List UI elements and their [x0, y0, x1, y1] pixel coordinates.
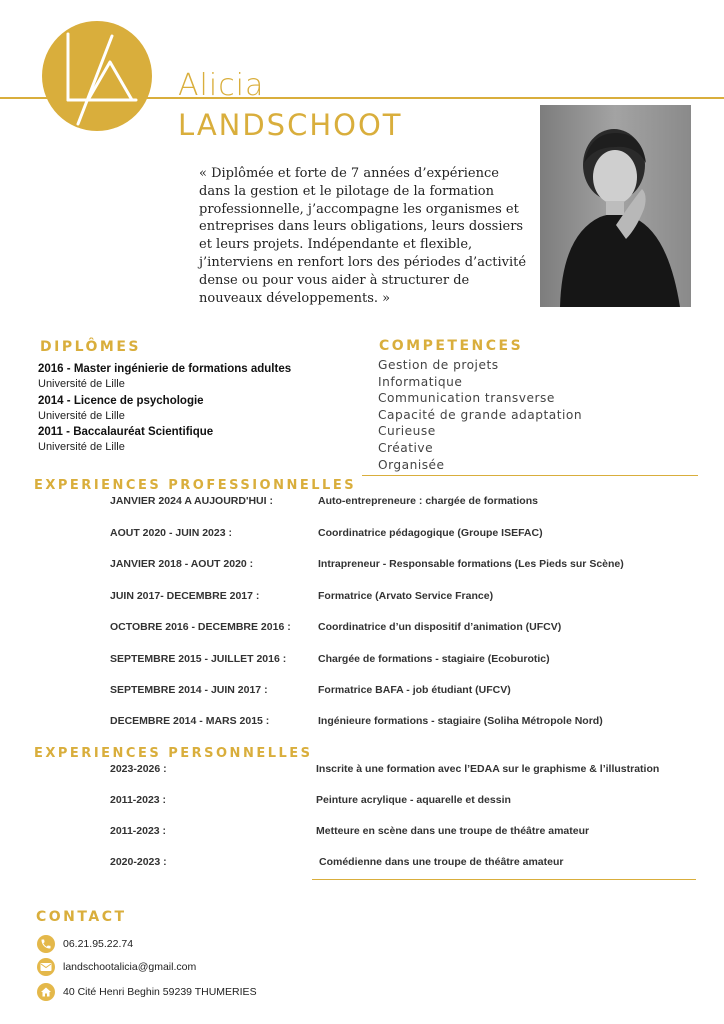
exp-pro-desc: Formatrice (Arvato Service France): [318, 590, 494, 602]
exp-pro-date: AOUT 2020 - JUIN 2023 :: [110, 527, 232, 539]
exp-perso-desc: Comédienne dans une troupe de théâtre amateur: [319, 856, 564, 868]
diplome-item: [38, 393, 338, 425]
exp-pro-date: SEPTEMBRE 2014 - JUIN 2017 :: [110, 684, 268, 696]
contact-address: 40 Cité Henri Beghin 59239 THUMERIES: [63, 986, 257, 998]
exp-perso-desc: Peinture acrylique - aquarelle et dessin: [316, 794, 511, 806]
diplomes-title: DIPLÔMES: [40, 339, 141, 355]
exp-perso-date: 2023-2026 :: [110, 763, 167, 775]
exp-perso-date: 2011-2023 :: [110, 794, 167, 806]
diplome-school: Université de Lille: [38, 378, 125, 390]
contact-phone[interactable]: 06.21.95.22.74: [63, 938, 134, 950]
diplomes-list: [38, 361, 338, 456]
exp-pro-desc: Formatrice BAFA - job étudiant (UFCV): [318, 684, 511, 696]
exp-pro-desc: Coordinatrice d’un dispositif d’animation (UFCV): [318, 621, 562, 633]
contact-email[interactable]: landschootalicia@gmail.com: [63, 961, 197, 973]
exp-perso-date: 2011-2023 :: [110, 825, 167, 837]
la-monogram-logo: [38, 20, 156, 132]
exp-pro-desc: Coordinatrice pédagogique (Groupe ISEFAC): [318, 527, 543, 539]
exp-pro-desc: Chargée de formations - stagiaire (Ecoburotic): [318, 653, 550, 665]
first-name: Alicia: [178, 68, 265, 103]
competences-divider: [362, 475, 698, 476]
competence-item: Gestion de projets: [378, 358, 499, 372]
diplome-heading: 2011 - Baccalauréat Scientifique: [38, 426, 214, 438]
contact-title: CONTACT: [36, 909, 127, 925]
exp-pro-desc: Intrapreneur - Responsable formations (Les Pieds sur Scène): [318, 558, 624, 570]
competence-item: Curieuse: [378, 424, 436, 439]
competences-title: COMPETENCES: [379, 338, 524, 354]
experiences-pro-title: EXPERIENCES PROFESSIONNELLES: [34, 478, 357, 493]
profile-photo: [540, 105, 691, 307]
home-icon: [37, 983, 55, 1001]
mail-icon: [37, 958, 55, 976]
competence-item: Organisée: [378, 457, 445, 472]
diplome-heading: 2014 - Licence de psychologie: [38, 394, 204, 407]
profile-summary: « Diplômée et forte de 7 années d’expérience dans la gestion et le pilotage de la formation professionnelle, j’accompagne les organismes et entreprises dans leurs obligations, leurs dossiers et leurs projets. Indépendante et flexible, j’interviens en renfort lors des périodes d’activité dense ou pour vous aider à structurer de nouveaux développements. »: [199, 166, 527, 306]
experiences-divider: [312, 879, 696, 880]
diplome-school: Université de Lille: [38, 441, 125, 453]
exp-perso-desc: Inscrite à une formation avec l’EDAA sur le graphisme & l’illustration: [316, 763, 660, 775]
experiences-perso-title: EXPERIENCES PERSONNELLES: [34, 746, 313, 761]
exp-perso-date: 2020-2023 :: [110, 856, 167, 868]
exp-pro-date: JANVIER 2018 - AOUT 2020 :: [110, 558, 254, 570]
diplome-heading: 2016 - Master ingénierie de formations adultes: [38, 363, 292, 375]
exp-pro-desc: Ingénieure formations - stagiaire (Soliha Métropole Nord): [318, 715, 603, 727]
competences-list: [378, 357, 678, 473]
competence-item: Informatique: [378, 374, 463, 389]
last-name: LANDSCHOOT: [178, 108, 403, 142]
exp-pro-date: SEPTEMBRE 2015 - JUILLET 2016 :: [110, 653, 287, 665]
diplome-school: Université de Lille: [38, 409, 125, 422]
exp-pro-date: JUIN 2017- DECEMBRE 2017 :: [110, 590, 260, 602]
exp-pro-date: OCTOBRE 2016 - DECEMBRE 2016 :: [110, 621, 291, 633]
phone-icon: [37, 935, 55, 953]
competence-item: Créative: [378, 440, 434, 455]
exp-pro-date: DECEMBRE 2014 - MARS 2015 :: [110, 715, 270, 727]
exp-perso-desc: Metteure en scène dans une troupe de théâtre amateur: [316, 825, 590, 837]
exp-pro-date: JANVIER 2024 A AUJOURD'HUI :: [110, 495, 273, 507]
exp-pro-desc: Auto-entrepreneure : chargée de formations: [318, 495, 538, 507]
competence-item: Communication transverse: [378, 391, 555, 406]
competence-item: Capacité de grande adaptation: [378, 407, 583, 422]
diplome-item: [38, 361, 338, 393]
diplome-item: [38, 424, 338, 456]
